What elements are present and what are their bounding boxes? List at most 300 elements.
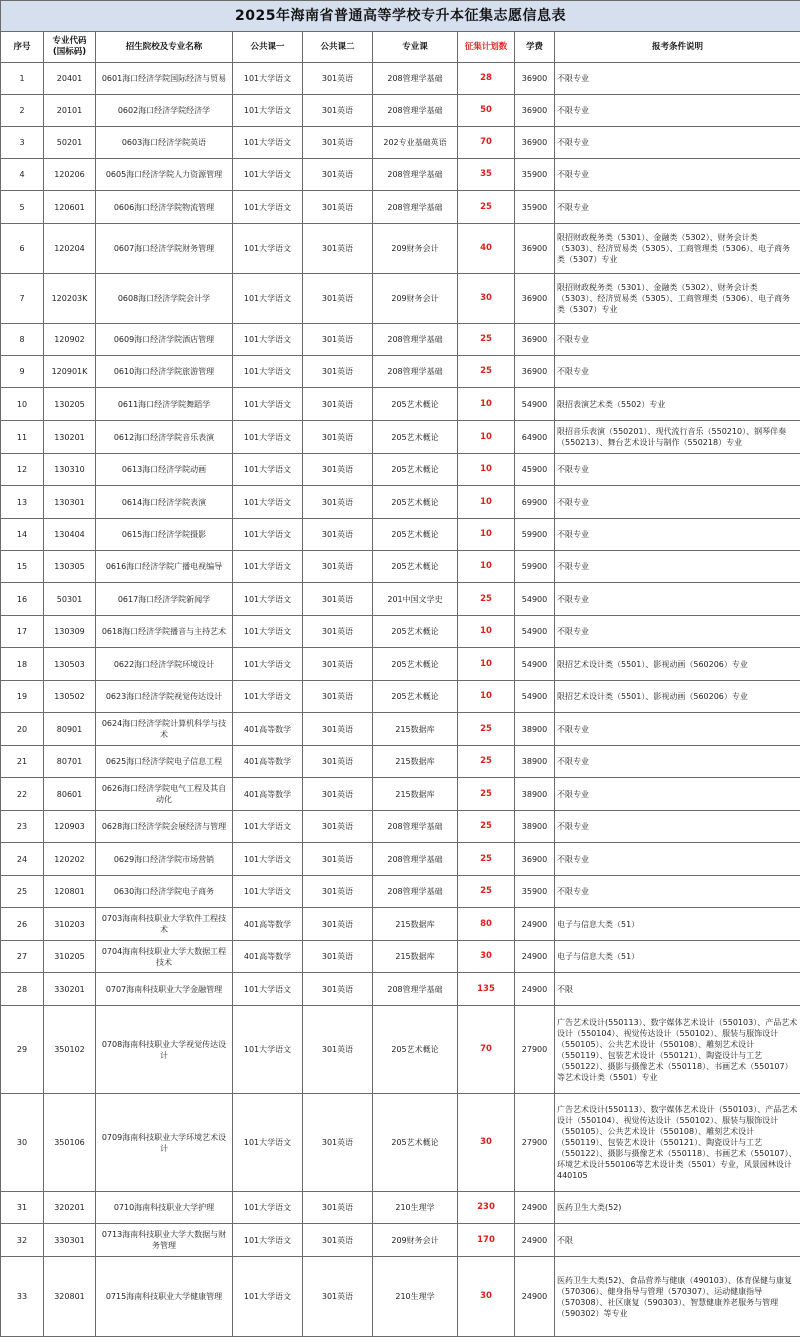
cell-pub2: 301英语: [303, 746, 373, 778]
cell-plan: 30: [458, 274, 515, 324]
cell-seq: 12: [1, 454, 44, 486]
cell-pub1: 401高等数学: [233, 746, 303, 778]
cell-name: 0630海口经济学院电子商务: [96, 876, 233, 908]
cell-fee: 54900: [515, 616, 555, 648]
table-row: [1, 356, 800, 388]
cell-req: 限招财政税务类（5301）、金融类（5302）、财务会计类（5303）、经济贸易类（5305）、工商管理类（5306）、电子商务类（5307）专业: [555, 274, 800, 324]
cell-major: 205艺术概论: [373, 1006, 458, 1094]
cell-major: 205艺术概论: [373, 388, 458, 421]
cell-code: 330301: [44, 1224, 96, 1257]
table-row: [1, 973, 800, 1006]
cell-plan: 10: [458, 551, 515, 583]
cell-code: 80601: [44, 778, 96, 811]
cell-pub1: 101大学语文: [233, 356, 303, 388]
cell-major: 215数据库: [373, 778, 458, 811]
header-name: 招生院校及专业名称: [96, 32, 233, 63]
cell-req: 不限专业: [555, 843, 800, 876]
cell-code: 130503: [44, 648, 96, 681]
cell-fee: 35900: [515, 876, 555, 908]
cell-major: 209财务会计: [373, 274, 458, 324]
cell-pub2: 301英语: [303, 1224, 373, 1257]
cell-seq: 13: [1, 486, 44, 519]
header-req: 报考条件说明: [555, 32, 800, 63]
cell-seq: 25: [1, 876, 44, 908]
cell-plan: 25: [458, 191, 515, 224]
cell-major: 201中国文学史: [373, 583, 458, 616]
table-row: [1, 454, 800, 486]
cell-name: 0617海口经济学院新闻学: [96, 583, 233, 616]
cell-major: 210生理学: [373, 1257, 458, 1337]
cell-seq: 22: [1, 778, 44, 811]
table-row: [1, 908, 800, 941]
cell-fee: 36900: [515, 63, 555, 95]
cell-name: 0605海口经济学院人力资源管理: [96, 159, 233, 191]
cell-plan: 10: [458, 454, 515, 486]
header-seq: 序号: [1, 32, 44, 63]
cell-code: 50301: [44, 583, 96, 616]
cell-fee: 54900: [515, 681, 555, 713]
cell-code: 310203: [44, 908, 96, 941]
cell-fee: 54900: [515, 583, 555, 616]
cell-pub1: 101大学语文: [233, 973, 303, 1006]
cell-name: 0624海口经济学院计算机科学与技术: [96, 713, 233, 746]
cell-fee: 36900: [515, 224, 555, 274]
cell-req: 限招音乐表演（550201）、现代流行音乐（550210）、钢琴伴奏（550213）、舞台艺术设计与制作（550218）专业: [555, 421, 800, 454]
cell-seq: 14: [1, 519, 44, 551]
cell-fee: 36900: [515, 843, 555, 876]
table-row: [1, 388, 800, 421]
cell-pub2: 301英语: [303, 908, 373, 941]
cell-pub1: 101大学语文: [233, 1257, 303, 1337]
cell-pub1: 101大学语文: [233, 63, 303, 95]
table-row: [1, 876, 800, 908]
cell-req: 电子与信息大类（51）: [555, 941, 800, 973]
cell-pub2: 301英语: [303, 811, 373, 843]
cell-seq: 10: [1, 388, 44, 421]
cell-code: 120902: [44, 324, 96, 356]
cell-name: 0622海口经济学院环境设计: [96, 648, 233, 681]
cell-fee: 27900: [515, 1094, 555, 1192]
cell-major: 205艺术概论: [373, 454, 458, 486]
cell-fee: 36900: [515, 127, 555, 159]
cell-major: 209财务会计: [373, 1224, 458, 1257]
table-row: [1, 648, 800, 681]
cell-pub1: 401高等数学: [233, 778, 303, 811]
cell-major: 205艺术概论: [373, 1094, 458, 1192]
cell-fee: 38900: [515, 811, 555, 843]
cell-pub1: 401高等数学: [233, 908, 303, 941]
cell-pub2: 301英语: [303, 388, 373, 421]
cell-code: 130201: [44, 421, 96, 454]
cell-name: 0713海南科技职业大学大数据与财务管理: [96, 1224, 233, 1257]
cell-plan: 25: [458, 778, 515, 811]
cell-plan: 10: [458, 681, 515, 713]
cell-code: 50201: [44, 127, 96, 159]
cell-plan: 10: [458, 648, 515, 681]
cell-fee: 54900: [515, 388, 555, 421]
cell-req: 限招艺术设计类（5501）、影视动画（560206）专业: [555, 648, 800, 681]
cell-plan: 28: [458, 63, 515, 95]
cell-plan: 80: [458, 908, 515, 941]
cell-pub1: 101大学语文: [233, 648, 303, 681]
table-row: [1, 127, 800, 159]
cell-pub2: 301英语: [303, 159, 373, 191]
cell-code: 130404: [44, 519, 96, 551]
cell-req: 不限专业: [555, 811, 800, 843]
cell-seq: 16: [1, 583, 44, 616]
table-title: 2025年海南省普通高等学校专升本征集志愿信息表: [1, 1, 800, 32]
cell-req: 不限: [555, 973, 800, 1006]
cell-pub1: 101大学语文: [233, 876, 303, 908]
cell-pub2: 301英语: [303, 941, 373, 973]
table-row: [1, 274, 800, 324]
cell-pub1: 101大学语文: [233, 616, 303, 648]
cell-seq: 33: [1, 1257, 44, 1337]
cell-pub2: 301英语: [303, 421, 373, 454]
cell-major: 208管理学基础: [373, 95, 458, 127]
cell-seq: 19: [1, 681, 44, 713]
cell-major: 205艺术概论: [373, 681, 458, 713]
cell-code: 130502: [44, 681, 96, 713]
header-pub1: 公共课一: [233, 32, 303, 63]
cell-seq: 26: [1, 908, 44, 941]
cell-pub2: 301英语: [303, 648, 373, 681]
cell-code: 320801: [44, 1257, 96, 1337]
cell-fee: 64900: [515, 421, 555, 454]
cell-plan: 35: [458, 159, 515, 191]
cell-major: 210生理学: [373, 1192, 458, 1224]
table-row: [1, 324, 800, 356]
cell-pub2: 301英语: [303, 551, 373, 583]
table-row: [1, 421, 800, 454]
cell-seq: 11: [1, 421, 44, 454]
cell-major: 209财务会计: [373, 224, 458, 274]
cell-major: 208管理学基础: [373, 811, 458, 843]
table-row: [1, 1094, 800, 1192]
cell-seq: 29: [1, 1006, 44, 1094]
cell-code: 130205: [44, 388, 96, 421]
cell-seq: 27: [1, 941, 44, 973]
cell-plan: 70: [458, 1006, 515, 1094]
cell-name: 0628海口经济学院会展经济与管理: [96, 811, 233, 843]
cell-req: 不限专业: [555, 63, 800, 95]
cell-code: 80701: [44, 746, 96, 778]
cell-pub1: 101大学语文: [233, 583, 303, 616]
header-row: [1, 32, 800, 63]
cell-pub2: 301英语: [303, 681, 373, 713]
cell-name: 0611海口经济学院舞蹈学: [96, 388, 233, 421]
cell-major: 205艺术概论: [373, 616, 458, 648]
cell-major: 208管理学基础: [373, 63, 458, 95]
cell-major: 205艺术概论: [373, 648, 458, 681]
cell-plan: 10: [458, 616, 515, 648]
table-row: [1, 811, 800, 843]
cell-name: 0610海口经济学院旅游管理: [96, 356, 233, 388]
table-row: [1, 616, 800, 648]
cell-fee: 59900: [515, 519, 555, 551]
cell-fee: 38900: [515, 713, 555, 746]
cell-major: 208管理学基础: [373, 324, 458, 356]
cell-seq: 8: [1, 324, 44, 356]
cell-req: 不限专业: [555, 746, 800, 778]
cell-seq: 17: [1, 616, 44, 648]
table-row: [1, 843, 800, 876]
cell-plan: 10: [458, 388, 515, 421]
cell-fee: 38900: [515, 778, 555, 811]
cell-pub1: 101大学语文: [233, 811, 303, 843]
cell-plan: 25: [458, 356, 515, 388]
cell-name: 0608海口经济学院会计学: [96, 274, 233, 324]
cell-fee: 36900: [515, 274, 555, 324]
cell-plan: 230: [458, 1192, 515, 1224]
cell-req: 不限专业: [555, 583, 800, 616]
cell-code: 130309: [44, 616, 96, 648]
cell-pub2: 301英语: [303, 274, 373, 324]
cell-plan: 10: [458, 486, 515, 519]
table-row: [1, 63, 800, 95]
cell-req: 广告艺术设计(550113）、数字媒体艺术设计（550103）、产品艺术设计（550104）、视觉传达设计（550102）、服装与服饰设计（550105）、公共艺术设计（550108）、雕刻艺术设计（550119）、包装艺术设计（550121）、陶瓷设计与工艺（550122）、摄影与摄像艺术（550118）、书画艺术（550107）、环境艺术设计550106等艺术设计类（5501）专业，风景园林设计440105: [555, 1094, 800, 1192]
cell-plan: 30: [458, 941, 515, 973]
cell-pub2: 301英语: [303, 519, 373, 551]
cell-code: 120801: [44, 876, 96, 908]
cell-name: 0607海口经济学院财务管理: [96, 224, 233, 274]
cell-req: 不限: [555, 1224, 800, 1257]
cell-name: 0602海口经济学院经济学: [96, 95, 233, 127]
cell-code: 310205: [44, 941, 96, 973]
header-pub2: 公共课二: [303, 32, 373, 63]
cell-seq: 5: [1, 191, 44, 224]
cell-req: 不限专业: [555, 551, 800, 583]
cell-pub1: 101大学语文: [233, 421, 303, 454]
cell-pub2: 301英语: [303, 95, 373, 127]
cell-req: 限招表演艺术类（5502）专业: [555, 388, 800, 421]
cell-fee: 27900: [515, 1006, 555, 1094]
cell-req: 不限专业: [555, 356, 800, 388]
table-row: [1, 191, 800, 224]
cell-pub1: 101大学语文: [233, 1192, 303, 1224]
cell-pub2: 301英语: [303, 454, 373, 486]
cell-seq: 30: [1, 1094, 44, 1192]
cell-req: 不限专业: [555, 778, 800, 811]
cell-fee: 36900: [515, 356, 555, 388]
table-row: [1, 1006, 800, 1094]
cell-pub1: 101大学语文: [233, 127, 303, 159]
cell-fee: 24900: [515, 1257, 555, 1337]
table-row: [1, 746, 800, 778]
cell-seq: 28: [1, 973, 44, 1006]
cell-plan: 40: [458, 224, 515, 274]
cell-seq: 32: [1, 1224, 44, 1257]
cell-code: 120204: [44, 224, 96, 274]
cell-seq: 6: [1, 224, 44, 274]
cell-plan: 30: [458, 1094, 515, 1192]
table-row: [1, 1224, 800, 1257]
cell-name: 0708海南科技职业大学视觉传达设计: [96, 1006, 233, 1094]
cell-pub1: 101大学语文: [233, 486, 303, 519]
cell-pub1: 401高等数学: [233, 941, 303, 973]
table-row: [1, 519, 800, 551]
cell-name: 0614海口经济学院表演: [96, 486, 233, 519]
cell-pub1: 101大学语文: [233, 224, 303, 274]
cell-major: 208管理学基础: [373, 973, 458, 1006]
cell-code: 330201: [44, 973, 96, 1006]
cell-fee: 45900: [515, 454, 555, 486]
cell-pub1: 101大学语文: [233, 1094, 303, 1192]
cell-pub2: 301英语: [303, 224, 373, 274]
cell-seq: 18: [1, 648, 44, 681]
cell-name: 0715海南科技职业大学健康管理: [96, 1257, 233, 1337]
table-row: [1, 778, 800, 811]
cell-req: 电子与信息大类（51）: [555, 908, 800, 941]
cell-major: 208管理学基础: [373, 356, 458, 388]
cell-fee: 24900: [515, 1192, 555, 1224]
cell-code: 120206: [44, 159, 96, 191]
cell-pub2: 301英语: [303, 63, 373, 95]
cell-name: 0710海南科技职业大学护理: [96, 1192, 233, 1224]
cell-fee: 24900: [515, 908, 555, 941]
cell-pub1: 101大学语文: [233, 191, 303, 224]
cell-code: 20101: [44, 95, 96, 127]
cell-fee: 35900: [515, 191, 555, 224]
cell-pub2: 301英语: [303, 1192, 373, 1224]
cell-name: 0603海口经济学院英语: [96, 127, 233, 159]
cell-code: 120901K: [44, 356, 96, 388]
cell-name: 0703海南科技职业大学软件工程技术: [96, 908, 233, 941]
cell-fee: 24900: [515, 1224, 555, 1257]
header-plan: 征集计划数: [458, 32, 515, 63]
cell-major: 215数据库: [373, 713, 458, 746]
cell-code: 120903: [44, 811, 96, 843]
cell-pub2: 301英语: [303, 191, 373, 224]
cell-plan: 50: [458, 95, 515, 127]
cell-seq: 2: [1, 95, 44, 127]
cell-fee: 54900: [515, 648, 555, 681]
cell-major: 205艺术概论: [373, 421, 458, 454]
cell-req: 不限专业: [555, 713, 800, 746]
cell-plan: 30: [458, 1257, 515, 1337]
table-row: [1, 1192, 800, 1224]
cell-fee: 24900: [515, 941, 555, 973]
cell-seq: 24: [1, 843, 44, 876]
cell-req: 不限专业: [555, 159, 800, 191]
cell-pub2: 301英语: [303, 973, 373, 1006]
cell-code: 130310: [44, 454, 96, 486]
cell-name: 0629海口经济学院市场营销: [96, 843, 233, 876]
cell-req: 不限专业: [555, 95, 800, 127]
cell-req: 广告艺术设计(550113）、数字媒体艺术设计（550103）、产品艺术设计（550104）、视觉传达设计（550102）、服装与服饰设计（550105）、公共艺术设计（550108）、雕刻艺术设计（550119）、包装艺术设计（550121）、陶瓷设计与工艺（550122）、摄影与摄像艺术（550118）、书画艺术（550107）等艺术设计类（5501）专业: [555, 1006, 800, 1094]
cell-pub2: 301英语: [303, 843, 373, 876]
cell-req: 不限专业: [555, 454, 800, 486]
cell-pub2: 301英语: [303, 778, 373, 811]
cell-req: 不限专业: [555, 324, 800, 356]
cell-name: 0704海南科技职业大学大数据工程技术: [96, 941, 233, 973]
cell-major: 205艺术概论: [373, 551, 458, 583]
cell-fee: 36900: [515, 324, 555, 356]
cell-pub2: 301英语: [303, 616, 373, 648]
cell-pub2: 301英语: [303, 876, 373, 908]
cell-plan: 170: [458, 1224, 515, 1257]
cell-major: 205艺术概论: [373, 519, 458, 551]
cell-name: 0707海南科技职业大学金融管理: [96, 973, 233, 1006]
table-body: [1, 63, 800, 1337]
table-row: [1, 486, 800, 519]
table-row: [1, 583, 800, 616]
cell-pub2: 301英语: [303, 324, 373, 356]
cell-code: 80901: [44, 713, 96, 746]
cell-code: 120202: [44, 843, 96, 876]
cell-pub1: 101大学语文: [233, 551, 303, 583]
cell-pub2: 301英语: [303, 1006, 373, 1094]
cell-plan: 135: [458, 973, 515, 1006]
cell-name: 0612海口经济学院音乐表演: [96, 421, 233, 454]
cell-code: 320201: [44, 1192, 96, 1224]
cell-req: 不限专业: [555, 519, 800, 551]
cell-pub1: 101大学语文: [233, 843, 303, 876]
cell-name: 0626海口经济学院电气工程及其自动化: [96, 778, 233, 811]
cell-pub2: 301英语: [303, 127, 373, 159]
cell-pub2: 301英语: [303, 713, 373, 746]
cell-seq: 31: [1, 1192, 44, 1224]
cell-seq: 4: [1, 159, 44, 191]
cell-fee: 69900: [515, 486, 555, 519]
cell-req: 不限专业: [555, 191, 800, 224]
cell-pub1: 101大学语文: [233, 1006, 303, 1094]
cell-major: 202专业基础英语: [373, 127, 458, 159]
cell-fee: 59900: [515, 551, 555, 583]
cell-req: 限招财政税务类（5301）、金融类（5302）、财务会计类（5303）、经济贸易类（5305）、工商管理类（5306）、电子商务类（5307）专业: [555, 224, 800, 274]
cell-name: 0613海口经济学院动画: [96, 454, 233, 486]
table-row: [1, 713, 800, 746]
cell-seq: 9: [1, 356, 44, 388]
cell-seq: 7: [1, 274, 44, 324]
cell-major: 208管理学基础: [373, 876, 458, 908]
cell-pub1: 101大学语文: [233, 454, 303, 486]
cell-code: 20401: [44, 63, 96, 95]
cell-name: 0606海口经济学院物流管理: [96, 191, 233, 224]
table-row: [1, 551, 800, 583]
cell-seq: 1: [1, 63, 44, 95]
cell-plan: 10: [458, 421, 515, 454]
cell-name: 0625海口经济学院电子信息工程: [96, 746, 233, 778]
cell-name: 0615海口经济学院摄影: [96, 519, 233, 551]
cell-seq: 23: [1, 811, 44, 843]
table-row: [1, 95, 800, 127]
cell-major: 208管理学基础: [373, 159, 458, 191]
cell-name: 0623海口经济学院视觉传达设计: [96, 681, 233, 713]
cell-code: 350106: [44, 1094, 96, 1192]
cell-major: 215数据库: [373, 908, 458, 941]
cell-plan: 25: [458, 713, 515, 746]
cell-pub2: 301英语: [303, 1257, 373, 1337]
cell-plan: 10: [458, 519, 515, 551]
cell-req: 医药卫生大类(52): [555, 1192, 800, 1224]
cell-pub2: 301英语: [303, 1094, 373, 1192]
cell-req: 限招艺术设计类（5501）、影视动画（560206）专业: [555, 681, 800, 713]
cell-seq: 15: [1, 551, 44, 583]
table-row: [1, 681, 800, 713]
cell-plan: 25: [458, 811, 515, 843]
table-row: [1, 224, 800, 274]
header-code: 专业代码 (国标码): [44, 32, 96, 63]
cell-code: 130305: [44, 551, 96, 583]
cell-req: 不限专业: [555, 616, 800, 648]
cell-pub1: 101大学语文: [233, 159, 303, 191]
header-fee: 学费: [515, 32, 555, 63]
header-major: 专业课: [373, 32, 458, 63]
cell-fee: 24900: [515, 973, 555, 1006]
cell-code: 120203K: [44, 274, 96, 324]
cell-pub2: 301英语: [303, 583, 373, 616]
